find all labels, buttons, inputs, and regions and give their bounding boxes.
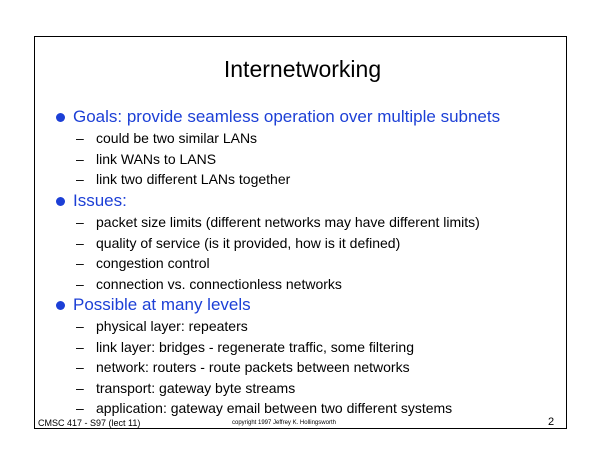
dash-icon: – (76, 214, 84, 230)
bullet-dot-icon (56, 197, 65, 206)
sub-item (76, 399, 452, 417)
sub-item-label: quality of service (is it provided, how is it defined) (96, 234, 401, 251)
sub-item (76, 129, 257, 147)
bullet-label: Issues: (73, 191, 127, 210)
dash-icon: – (76, 150, 84, 167)
dash-icon: – (76, 255, 84, 271)
sub-item (76, 254, 210, 272)
sub-item (76, 338, 414, 356)
sub-item-label: physical layer: repeaters (96, 318, 248, 334)
sub-item-label: transport: gateway byte streams (96, 379, 296, 396)
sub-item-label: congestion control (96, 255, 210, 271)
bullet-label: Possible at many levels (73, 295, 251, 314)
sub-item-label: link two different LANs together (96, 171, 291, 187)
sub-item (76, 234, 400, 252)
sub-item-label: application: gateway email between two different systems (96, 400, 453, 416)
bullet-item (56, 107, 500, 127)
dash-icon: – (76, 379, 84, 396)
sub-item-label: link layer: bridges - regenerate traffic, some filtering (96, 338, 414, 355)
slide-title: Internetworking (223, 56, 382, 82)
bullet-dot-icon (56, 113, 65, 122)
dash-icon: – (76, 359, 84, 375)
sub-item (76, 358, 410, 376)
dash-icon: – (76, 130, 84, 146)
dash-icon: – (76, 275, 84, 292)
bullet-item (56, 295, 251, 315)
sub-item (76, 170, 290, 188)
bullet-label: Goals: provide seamless operation over multiple subnets (73, 107, 501, 126)
bullet-item (56, 191, 127, 211)
page-number: 2 (548, 416, 555, 428)
dash-icon: – (76, 171, 84, 187)
sub-item-label: could be two similar LANs (96, 130, 258, 146)
sub-item-label: connection vs. connectionless networks (96, 275, 342, 292)
bullet-dot-icon (56, 301, 65, 310)
dash-icon: – (76, 318, 84, 334)
sub-item-label: network: routers - route packets between networks (96, 359, 410, 375)
sub-item (76, 317, 248, 335)
sub-item-label: packet size limits (different networks may have different limits) (96, 214, 480, 230)
course-footer: CMSC 417 - S97 (lect 11) (38, 418, 141, 428)
sub-item (76, 150, 216, 168)
dash-icon: – (76, 234, 84, 251)
dash-icon: – (76, 338, 84, 355)
sub-item (76, 275, 342, 293)
copyright-footer: copyright 1997 Jeffrey K. Hollingsworth (232, 420, 336, 426)
sub-item (76, 379, 295, 397)
sub-item-label: link WANs to LANS (96, 150, 217, 167)
dash-icon: – (76, 400, 84, 416)
sub-item (76, 213, 480, 231)
